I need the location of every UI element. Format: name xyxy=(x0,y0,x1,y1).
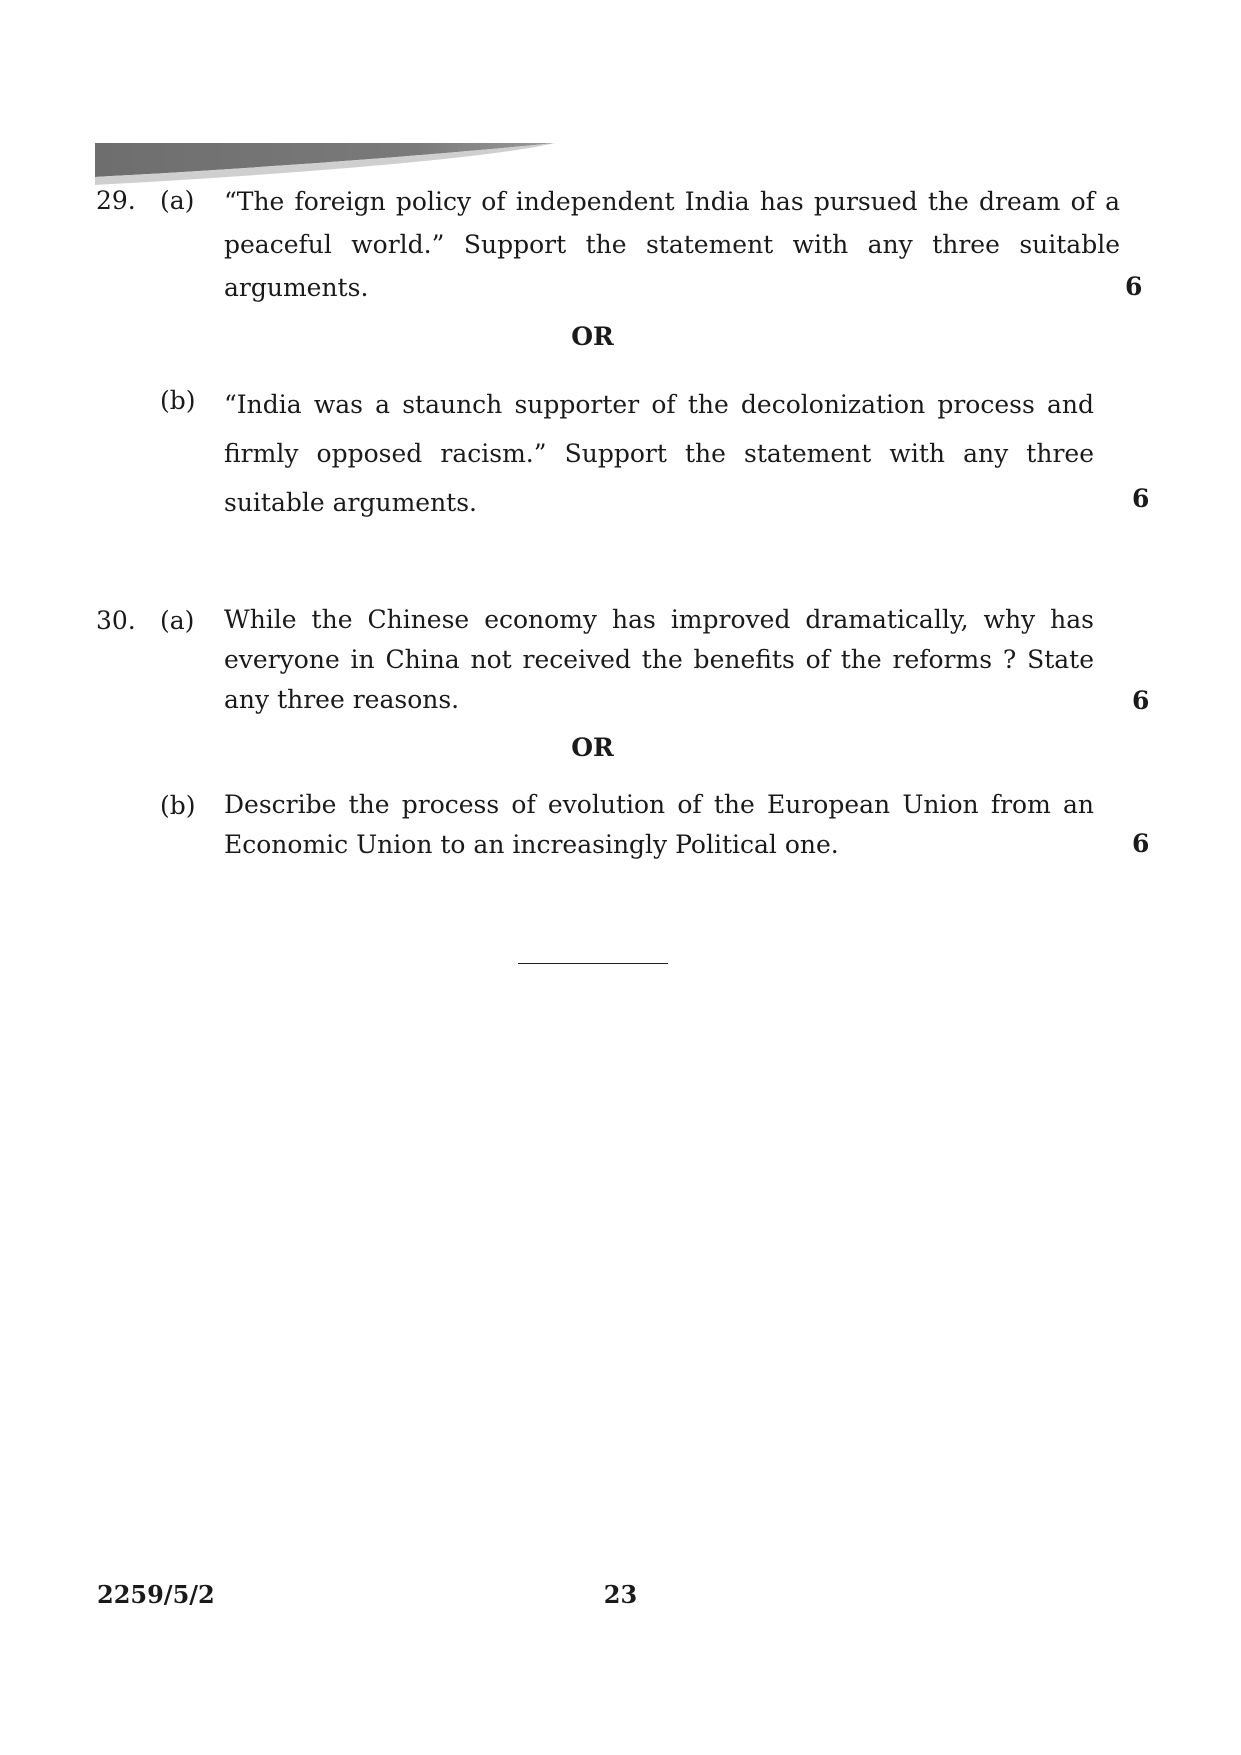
question-text: “India was a staunch supporter of the decolonization process and firmly opposed racism.” Support the statement with any three suitable arguments. xyxy=(224,390,1094,517)
part-label: (a) xyxy=(160,186,195,215)
marks-30a: 6 xyxy=(1132,686,1150,715)
marks-29a: 6 xyxy=(1125,272,1143,301)
part-label: (b) xyxy=(160,386,196,415)
question-text: While the Chinese economy has improved dramatically, why has everyone in China not received the benefits of the reforms ? State any three reasons. xyxy=(224,605,1094,714)
question-number: 29. xyxy=(96,186,136,215)
paper-code: 2259/5/2 xyxy=(97,1580,215,1609)
end-of-paper-rule xyxy=(518,963,668,964)
page-number: 23 xyxy=(603,1580,638,1609)
part-label: (b) xyxy=(160,791,196,820)
marks-30b: 6 xyxy=(1132,829,1150,858)
or-separator-30: OR xyxy=(571,733,614,762)
question-text: Describe the process of evolution of the European Union from an Economic Union to an increasingly Political one. xyxy=(224,790,1094,859)
question-text: “The foreign policy of independent India has pursued the dream of a peaceful world.” Support the statement with any three suitable arguments. xyxy=(224,187,1120,302)
header-swoosh-decoration xyxy=(95,143,555,185)
question-number: 30. xyxy=(96,606,136,635)
or-separator-29: OR xyxy=(571,322,614,351)
marks-29b: 6 xyxy=(1132,484,1150,513)
part-label: (a) xyxy=(160,606,195,635)
